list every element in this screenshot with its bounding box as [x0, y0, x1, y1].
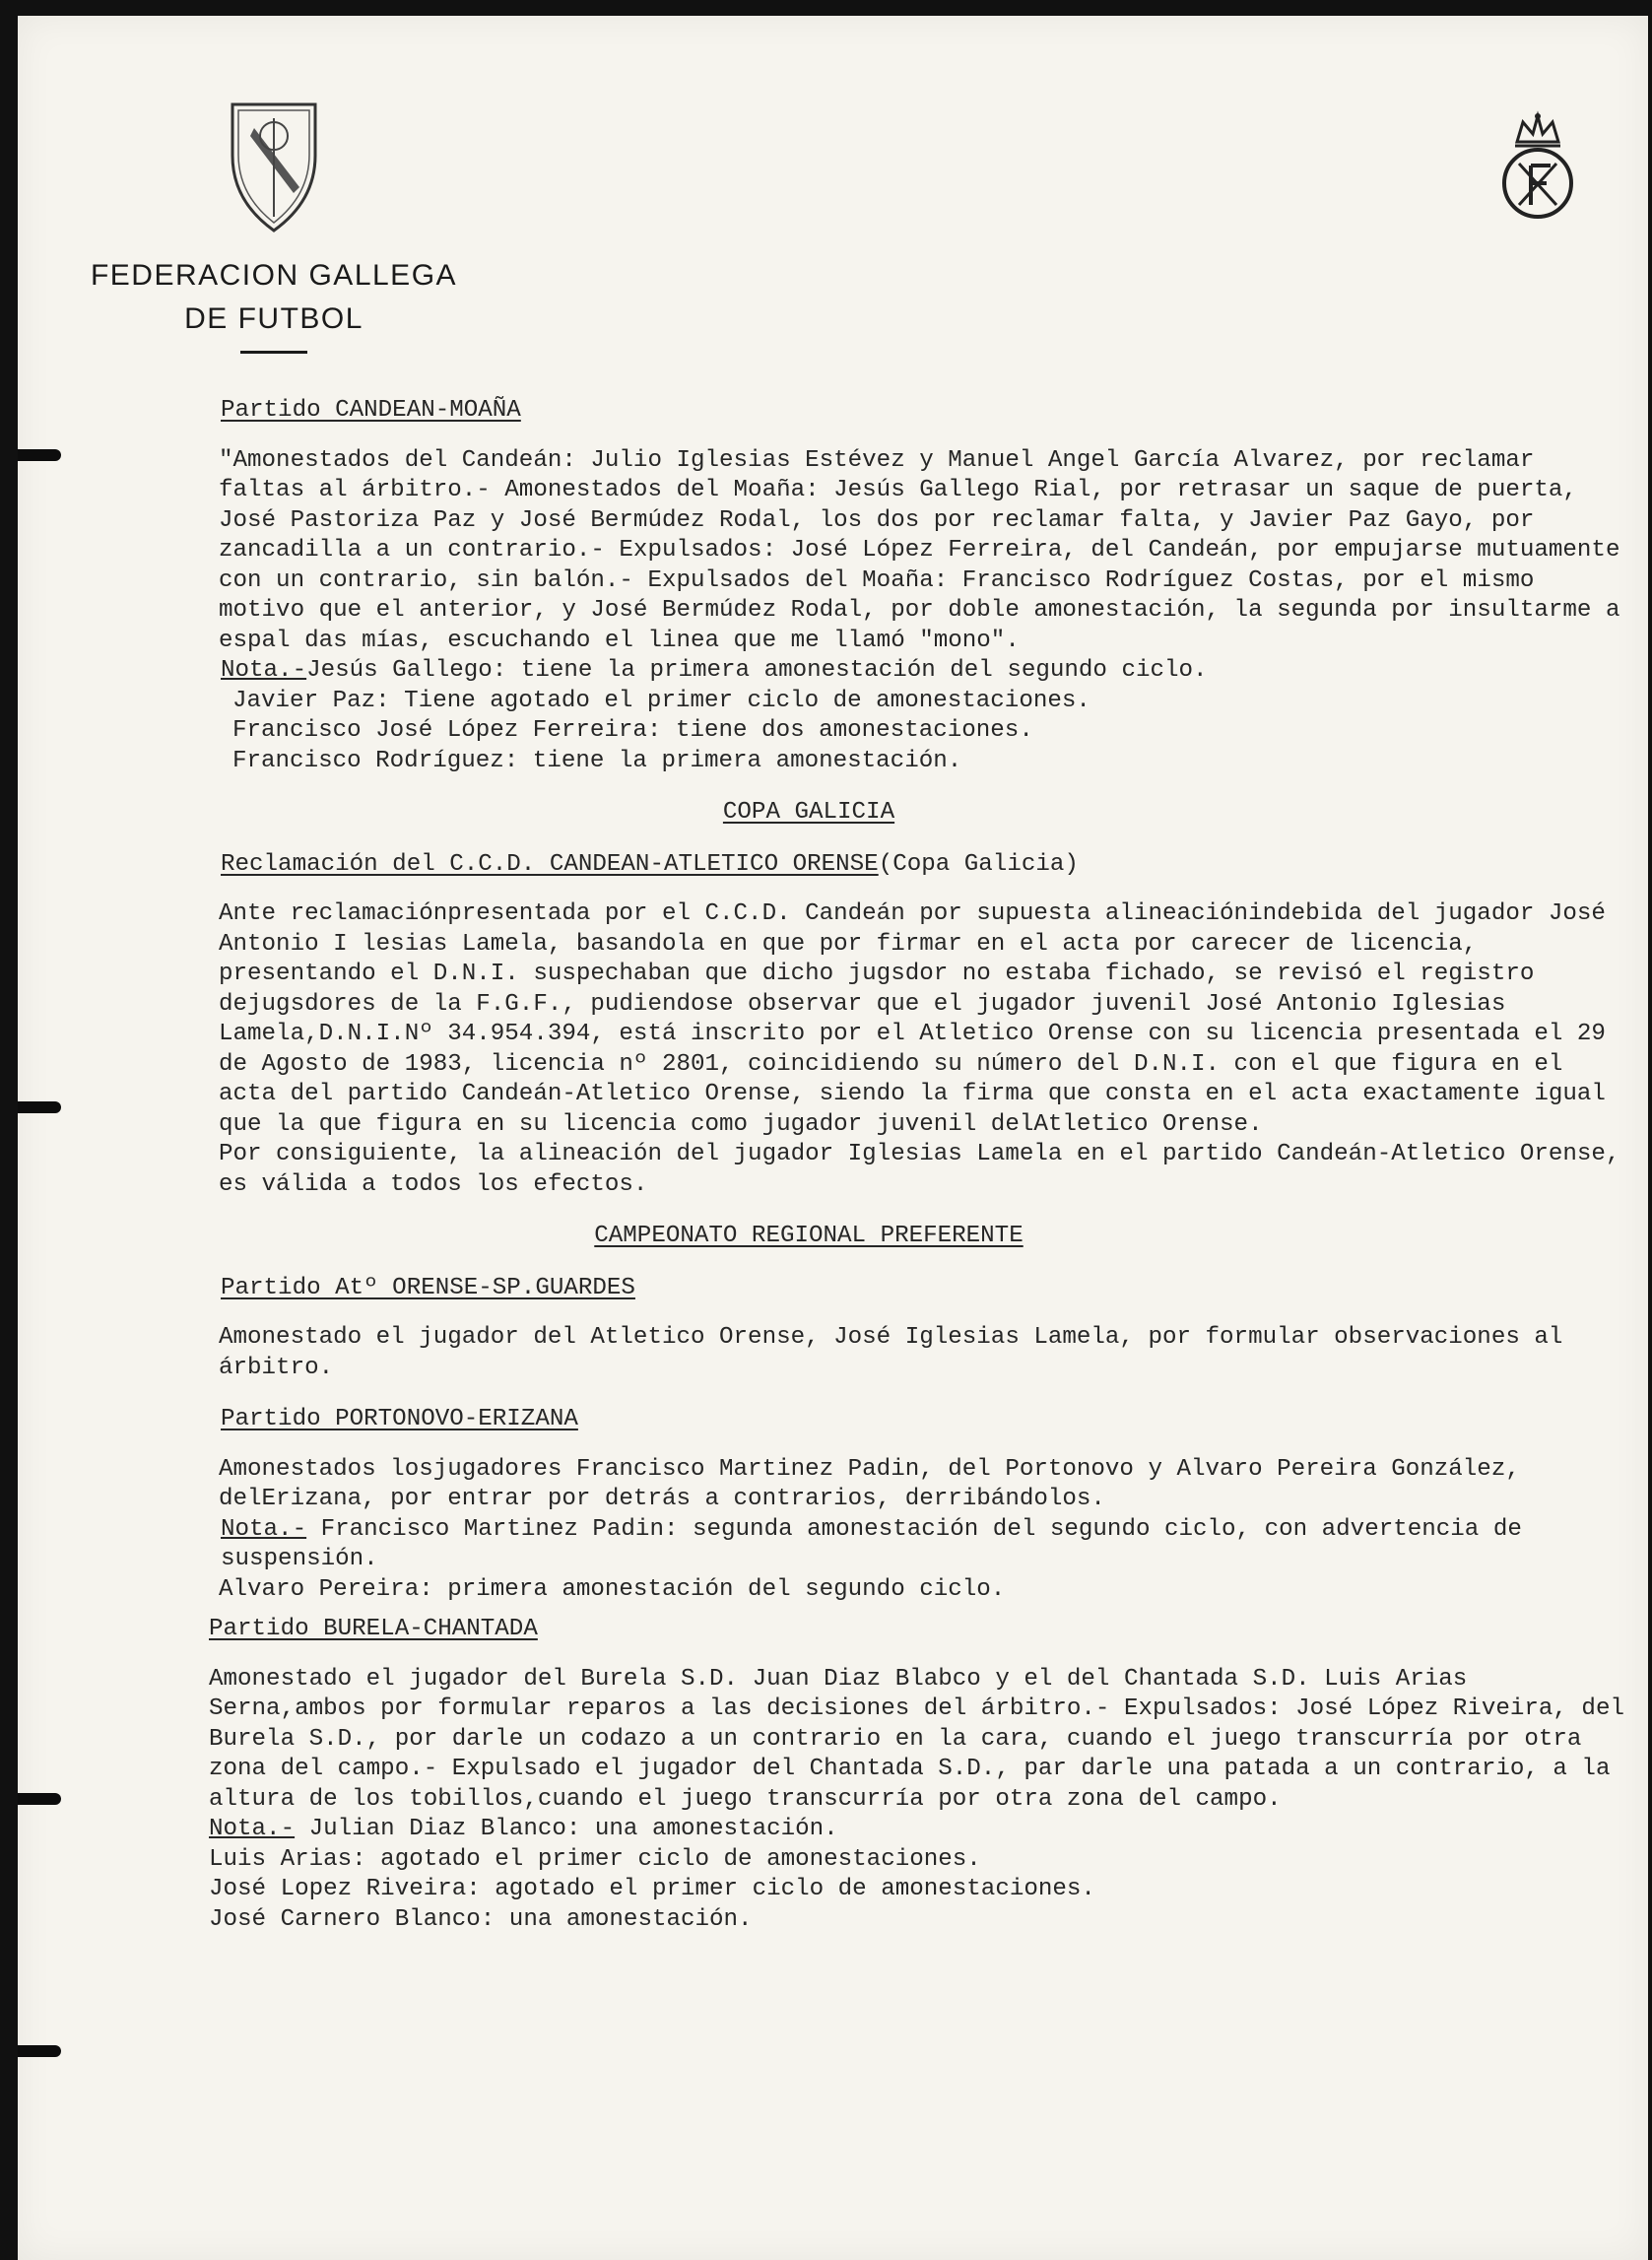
document-body: [203, 396, 1631, 1935]
note-line: José Carnero Blanco: una amonestación.: [209, 1905, 753, 1933]
note-text: Jesús Gallego: tiene la primera amonestación del segundo ciclo.: [306, 657, 1208, 684]
note-text: Francisco Martinez Padin: segunda amonestación del segundo ciclo, con advertencia de suspensión.: [221, 1515, 1522, 1572]
letterhead: [67, 99, 481, 354]
binder-tab: [18, 1793, 61, 1805]
section-title: Partido BURELA-CHANTADA: [209, 1616, 538, 1642]
crowned-rfef-emblem-icon: [1495, 108, 1580, 223]
note-label: Nota.-: [209, 1816, 296, 1842]
section-title-underlined: Reclamación del C.C.D. CANDEAN-ATLETICO ORENSE: [221, 850, 879, 878]
paragraph: Amonestados losjugadores Francisco Martinez Padin, del Portonovo y Alvaro Pereira González, delErizana, por entrar por detrás a contrarios, derribándolos.: [219, 1455, 1520, 1512]
note-label: Nota.-: [221, 1515, 307, 1543]
binder-tab: [18, 449, 61, 461]
paragraph: "Amonestados del Candeán: Julio Iglesias Estévez y Manuel Angel García Alvarez, por reclamar faltas al árbitro.- Amonestados del Moaña: Jesús Gallego Rial, por retrasar un saque de puerta, José Pastoriza Paz y José Bermúdez Rodal, los dos por reclamar falta, y Javier Paz Gayo, por zancadilla a un contrario.- Expulsados: José López Ferreira, del Candeán, por empujarse mutuamente con un contrario, sin balón.- Expulsados del Moaña: Francisco Rodríguez Costas, por el mismo motivo que el anterior, y José Bermúdez Rodal, por doble amonestación, la segunda por insultarme a espal das mías, escuchando el linea que me llamó "mono".: [219, 446, 1620, 654]
note-line: Javier Paz: Tiene agotado el primer ciclo de amonestaciones.: [232, 687, 1090, 714]
section-heading: CAMPEONATO REGIONAL PREFERENTE: [594, 1223, 1024, 1249]
binder-tab: [18, 1101, 61, 1113]
note-line: Francisco Rodríguez: tiene la primera amonestación.: [232, 747, 962, 774]
note-line: Alvaro Pereira: primera amonestación del segundo ciclo.: [219, 1575, 1006, 1603]
note-line: [221, 1515, 1631, 1575]
org-name-line1: FEDERACION GALLEGA: [90, 259, 458, 292]
note-line: Francisco José López Ferreira: tiene dos amonestaciones.: [232, 717, 1033, 744]
paragraph: Ante reclamaciónpresentada por el C.C.D. Candeán por supuesta alineaciónindebida del jugador José Antonio I lesias Lamela, basandola en que por firmar en el acta por carecer de licencia, presentando el D.N.I. suspechaban que dicho jugsdor no estaba fichado, se revisó el registro dejugsdores de la F.G.F., pudiendose observar que el jugador juvenil José Antonio Iglesias Lamela,D.N.I.Nº 34.954.394, está inscrito por el Atletico Orense con su licencia presentada el 29 de Agosto de 1983, licencia nº 2801, coincidiendo su número del D.N.I. con el que figura en el acta del partido Candeán-Atletico Orense, siendo la firma que consta en el acta exactamente igual que la que figura en su licencia como jugador juvenil delAtletico Orense.: [219, 900, 1606, 1138]
paragraph: Por consiguiente, la alineación del jugador Iglesias Lamela en el partido Candeán-Atletico Orense, es válida a todos los efectos.: [219, 1141, 1620, 1198]
section-title: Partido CANDEAN-MOAÑA: [221, 397, 521, 424]
note-line: Luis Arias: agotado el primer ciclo de amonestaciones.: [209, 1845, 981, 1873]
note-line: José Lopez Riveira: agotado el primer ciclo de amonestaciones.: [209, 1876, 1095, 1902]
federation-shield-icon: [225, 99, 323, 236]
paragraph: Amonestado el jugador del Atletico Orense, José Iglesias Lamela, por formular observaciones al árbitro.: [219, 1324, 1563, 1381]
binder-tab: [18, 2045, 61, 2057]
note-text: Julian Diaz Blanco: una amonestación.: [308, 1816, 838, 1842]
header-rule: [240, 351, 307, 354]
paragraph: Amonestado el jugador del Burela S.D. Juan Diaz Blabco y el del Chantada S.D. Luis Arias Serna,ambos por formular reparos a las decisiones del árbitro.- Expulsados: José López Riveira, del Burela S.D., por darle un codazo a un contrario en la cara, cuando el juego transcurría por otra zona del campo.- Expulsado el jugador del Chantada S.D., par darle una patada a un contrario, a la altura de los tobillos,cuando el juego transcurría por otra zona del campo.: [209, 1665, 1624, 1813]
org-name-line2: DE FUTBOL: [184, 302, 363, 335]
note-line: [221, 656, 1631, 687]
section-title: Partido Atº ORENSE-SP.GUARDES: [221, 1274, 635, 1301]
section-title: Partido PORTONOVO-ERIZANA: [221, 1406, 578, 1432]
note-line: [209, 1815, 1631, 1845]
note-label: Nota.-: [221, 657, 307, 684]
section-heading: COPA GALICIA: [722, 799, 895, 826]
section-title: [221, 850, 1631, 881]
section-title-suffix: (Copa Galicia): [878, 850, 1079, 878]
